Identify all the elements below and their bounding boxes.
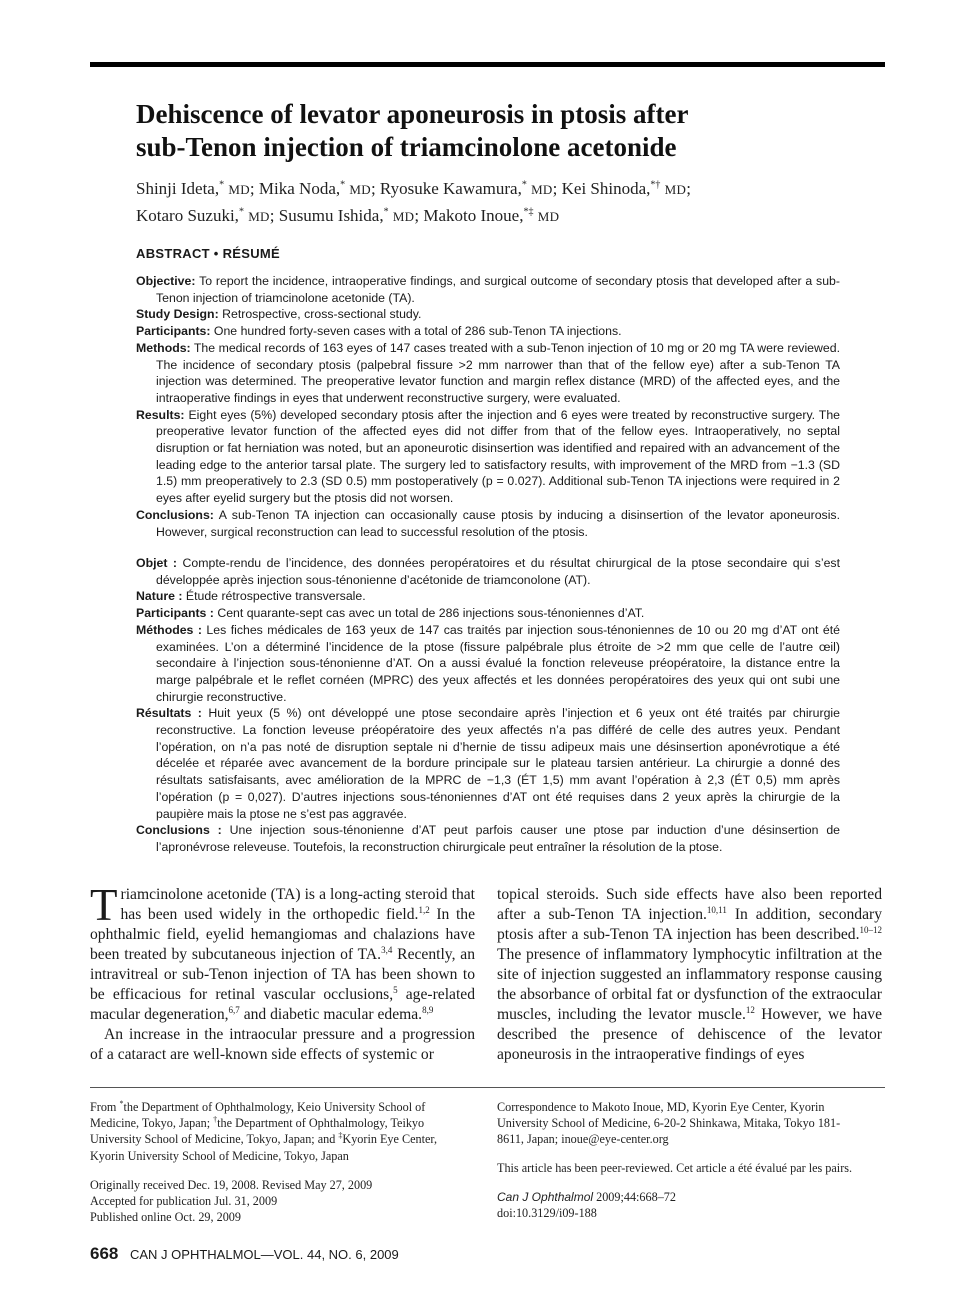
affiliations-footnote	[90, 1099, 460, 1164]
abstract-fr-label: Conclusions :	[136, 823, 222, 838]
article-title	[136, 98, 876, 164]
correspondence-text: Correspondence to Makoto Inoue, MD, Kyorin Eye Center, Kyorin University School of Medicine, 6-20-2 Shinkawa, Mitaka, Tokyo 181-8611, Japan; inoue@eye-center.org	[497, 1100, 841, 1147]
reference-superscript: 3,4	[381, 944, 393, 955]
author-separator: ;	[249, 179, 255, 198]
body-column-left	[90, 880, 476, 1065]
author-separator: ;	[552, 179, 558, 198]
author	[136, 206, 274, 225]
abstract-fr-label: Participants :	[136, 606, 214, 621]
author-name: Susumu Ishida,	[278, 205, 384, 225]
affiliation-mark: ‡	[338, 1131, 343, 1141]
footnote-rule	[90, 1087, 885, 1088]
author-degree: MD	[537, 208, 560, 224]
author	[562, 179, 691, 198]
correspondence-footnote	[497, 1099, 857, 1148]
body-text: An increase in the intraocular pressure and a progression of a cataract are well-known side effects of systemic or	[90, 1026, 475, 1063]
abstract-en-label: Study Design:	[136, 307, 219, 322]
abstract-fr-label: Méthodes :	[136, 622, 202, 637]
abstract-fr-label: Nature :	[136, 589, 183, 604]
affiliation-mark: †	[213, 1115, 218, 1125]
author-name: Kei Shinoda,	[561, 179, 651, 198]
author-name: Shinji Ideta,	[136, 179, 220, 198]
author-degree: MD	[248, 208, 270, 224]
accepted-date: Accepted for publication Jul. 31, 2009	[90, 1194, 278, 1209]
abstract-fr-label: Résultats :	[136, 706, 202, 721]
body-text: age-related macular degeneration,	[90, 986, 475, 1023]
author-degree: MD	[664, 182, 687, 197]
abstract-fr-text: Une injection sous-ténonienne d’AT peut parfois causer une ptose par induction d’une désinsertion de l’apronévrose releveuse. Toutefois, la reconstruction chirurgicale peut entraîner la résolution de la ptose.	[156, 823, 840, 854]
abstract-en-section	[136, 273, 840, 306]
author-degree: MD	[392, 208, 415, 224]
author-separator: ;	[370, 179, 376, 198]
title-line-1: Dehiscence of levator aponeurosis in ptosis after	[136, 99, 689, 129]
author-affiliation-mark: *	[340, 179, 346, 191]
intro-paragraph-2	[90, 1025, 475, 1065]
abstract-fr-section	[136, 605, 840, 622]
affiliation-part: From	[90, 1100, 120, 1114]
reference-superscript: 6,7	[228, 1004, 240, 1015]
author-degree: MD	[349, 182, 371, 197]
citation-footnote	[497, 1189, 877, 1221]
abstract-en-label: Participants:	[136, 324, 211, 339]
author-name: Mika Noda,	[258, 179, 341, 198]
author	[380, 179, 557, 198]
body-text: The presence of inflammatory lymphocytic infiltration at the site of injection suggested an inflammatory response causing the absorbance of orbital fat or dysfunction of the extraocular muscles, including the levator muscle.	[497, 946, 882, 1023]
reference-superscript: 10–12	[859, 924, 882, 935]
abstract-french	[136, 555, 840, 856]
top-rule	[90, 62, 885, 67]
body-text: riamcinolone acetonide (TA) is a long-acting steroid that has been used widely in the orthopedic field.	[120, 886, 475, 923]
affiliation-part: Kyorin Eye Center, Kyorin University School of Medicine, Tokyo, Japan	[90, 1132, 438, 1163]
body-text: topical steroids. Such side effects have also been reported after a sub-Tenon TA injection.	[497, 886, 882, 923]
abstract-en-section	[136, 340, 840, 407]
author-name: Kotaro Suzuki,	[136, 205, 239, 225]
author-degree: MD	[531, 182, 553, 197]
body-text: Recently, an intravitreal or sub-Tenon injection of TA has been shown to be efficacious for retinal vascular occlusions,	[90, 946, 476, 1003]
reference-superscript: 12	[745, 1004, 755, 1015]
author-affiliation-mark: *	[238, 205, 244, 217]
author-separator: ;	[686, 179, 691, 198]
body-text: and diabetic macular edema.	[239, 1006, 423, 1023]
abstract-en-text: The medical records of 163 eyes of 147 cases treated with a sub-Tenon injection of 10 mg or 20 mg TA were reviewed. The incidence of secondary ptosis (palpebral fissure >2 mm narrower than that of the fellow eye) after a sub-Tenon TA injection was determined. The preoperative levator function and margin reflex distance (MRD) of the affected eyes, and the intraoperative findings in eyes that underwent reconstructive surgery, were evaluated.	[156, 340, 841, 405]
abstract-fr-text: Cent quarante-sept cas avec un total de 286 injections sous-ténoniennes d’AT.	[217, 606, 645, 621]
abstract-en-label: Objective:	[136, 274, 196, 288]
affiliation-part: the Department of Ophthalmology, Teikyo University School of Medicine, Tokyo, Japan; and	[90, 1116, 425, 1147]
intro-paragraph-continued	[497, 885, 882, 1065]
affiliation-text	[90, 1099, 460, 1164]
abstract-fr-text: Étude rétrospective transversale.	[185, 589, 366, 604]
dates-footnote	[90, 1177, 460, 1226]
page-number: 668	[90, 1244, 119, 1263]
author-affiliation-mark: *‡	[523, 205, 534, 217]
drop-cap: T	[90, 880, 118, 930]
abstract-fr-section	[136, 588, 840, 605]
body-column-right	[497, 885, 882, 1065]
abstract-fr-section	[136, 622, 840, 706]
abstract-fr-label: Objet :	[136, 556, 178, 570]
author	[279, 206, 419, 225]
reference-superscript: 5	[393, 984, 398, 995]
title-line-2: sub-Tenon injection of triamcinolone acetonide	[136, 132, 677, 162]
author-name: Makoto Inoue,	[423, 205, 524, 225]
published-date: Published online Oct. 29, 2009	[90, 1210, 241, 1225]
author-name: Ryosuke Kawamura,	[379, 179, 522, 198]
author-affiliation-mark: *	[521, 179, 527, 191]
doi-link[interactable]: doi:10.3129/i09-188	[497, 1206, 597, 1221]
citation-volume: 2009;44:668–72	[593, 1190, 676, 1204]
received-date: Originally received Dec. 19, 2008. Revised May 27, 2009	[90, 1178, 373, 1192]
reference-superscript: 8,9	[422, 1004, 434, 1015]
abstract-en-text: To report the incidence, intraoperative findings, and surgical outcome of secondary ptosis that developed after a sub-Tenon injection of triamcinolone acetonide (TA).	[156, 274, 840, 305]
abstract-en-section	[136, 306, 840, 323]
abstract-fr-text: Huit yeux (5 %) ont développé une ptose secondaire après l’injection et 6 yeux ont été traités par chirurgie reconstructive. La fonction leveuse préopératoire des yeux affectés n’a pas différé de celle des autres yeux. Pendant l’opération, on n’a pas noté de disruption septale ni d’hernie de tissu adipeux mais une désinsertion aponévrotique a été décelée et réparée avec avancement de la bordure principale sur le plateau tarsien antérieur. La chirurgie a donné des résultats satisfaisants, avec amélioration de la MPRC de −1,3 (ÉT 1,5) mm avant l’opération à 2,3 (ÉT 0,5) mm après l’opération (p = 0,027). D’autres injections sous-ténoniennes d’AT ont été requises dans 2 yeux après la chirurgie de la paupière mais la ptose ne s’est pas aggravée.	[156, 706, 840, 821]
abstract-fr-section	[136, 555, 840, 588]
author-affiliation-mark: *	[219, 179, 225, 191]
author	[259, 179, 376, 198]
body-text: In the ophthalmic field, eyelid hemangiomas and chalazions have been treated by subcutaneous injection of TA.	[90, 906, 475, 963]
author-affiliation-mark: *†	[650, 179, 661, 191]
affiliation-mark: *	[119, 1098, 124, 1108]
peer-review-note	[497, 1160, 877, 1176]
reference-superscript: 1,2	[418, 904, 430, 915]
abstract-heading: ABSTRACT • RÉSUMÉ	[136, 246, 280, 261]
author-list	[136, 176, 856, 229]
body-text: However, we have described the presence of dehiscence of the levator aponeurosis in the intraoperative findings of eyes	[497, 1006, 883, 1063]
author-degree: MD	[228, 182, 250, 197]
author-separator: ;	[414, 205, 420, 225]
abstract-english	[136, 273, 840, 540]
abstract-en-label: Methods:	[136, 340, 191, 355]
author	[136, 179, 255, 198]
journal-name: Can J Ophthalmol	[497, 1190, 594, 1204]
abstract-en-label: Conclusions:	[136, 507, 214, 522]
abstract-fr-text: Compte-rendu de l’incidence, des données peropératoires et du résultat chirurgical de la ptose secondaire qui s’est développée après injection sous-ténonienne d’acétonide de triamconolone (AT).	[156, 556, 840, 587]
abstract-en-label: Results:	[136, 407, 185, 422]
abstract-en-section	[136, 407, 840, 507]
peer-review-text: This article has been peer-reviewed. Cet article a été évalué par les pairs.	[497, 1161, 853, 1175]
abstract-fr-text: Les fiches médicales de 163 yeux de 147 cas traités par injection sous-ténoniennes de 10 ou 20 mg d’AT ont été examinées. L’on a déterminé l’incidence de la ptose (fissure palpébrale plus étroite de >2 mm que celle de l’autre œil) secondaire à l’injection sous-ténonienne d’AT. On a aussi évalué la fonction releveuse préopératoire, la distance entre la marge palpébrale et le reflet cornéen (MPRC) des yeux affectés et les données peropératoires des yeux qui ont subi une chirurgie reconstructive.	[156, 622, 840, 704]
author	[423, 206, 559, 225]
abstract-fr-section	[136, 822, 840, 855]
author-separator: ;	[269, 205, 275, 225]
page-footer	[90, 1244, 399, 1264]
abstract-en-text: A sub-Tenon TA injection can occasionally cause ptosis by inducing a disinsertion of the levator aponeurosis. However, surgical reconstruction can lead to successful resolution of the ptosis.	[156, 507, 840, 539]
abstract-fr-section	[136, 705, 840, 822]
intro-paragraph-1-text	[90, 880, 476, 1023]
body-text: In addition, secondary ptosis after a sub-Tenon TA injection has been described.	[497, 906, 882, 943]
journal-running-head: CAN J OPHTHALMOL—VOL. 44, NO. 6, 2009	[130, 1247, 399, 1262]
intro-paragraph-1	[90, 880, 476, 1025]
author-affiliation-mark: *	[383, 205, 389, 217]
abstract-en-section	[136, 507, 840, 540]
abstract-en-text: Retrospective, cross-sectional study.	[222, 307, 422, 322]
abstract-en-text: One hundred forty-seven cases with a total of 286 sub-Tenon TA injections.	[213, 324, 622, 339]
abstract-en-text: Eight eyes (5%) developed secondary ptosis after the injection and 6 eyes were treated by reconstructive surgery. The preoperative levator function of the affected eyes did not differ from that of the fellow eyes. Intraoperatively, no septal disruption or fat herniation was noted, but an aponeurotic disinsertion was identified and repaired with an advancement of the leading edge to the anterior tarsal plate. The surgery led to satisfactory results, with improvement of the MRD from −1.3 (SD 1.5) mm preoperatively to 2.3 (SD 0.5) mm postoperatively (p = 0.027). Additional sub-Tenon TA injections were required in 2 eyes after eyelid surgery but the ptosis did not worsen.	[156, 407, 840, 506]
affiliation-part: the Department of Ophthalmology, Keio University School of Medicine, Tokyo, Japan;	[90, 1100, 426, 1131]
abstract-en-section	[136, 323, 840, 340]
reference-superscript: 10,11	[706, 904, 727, 915]
